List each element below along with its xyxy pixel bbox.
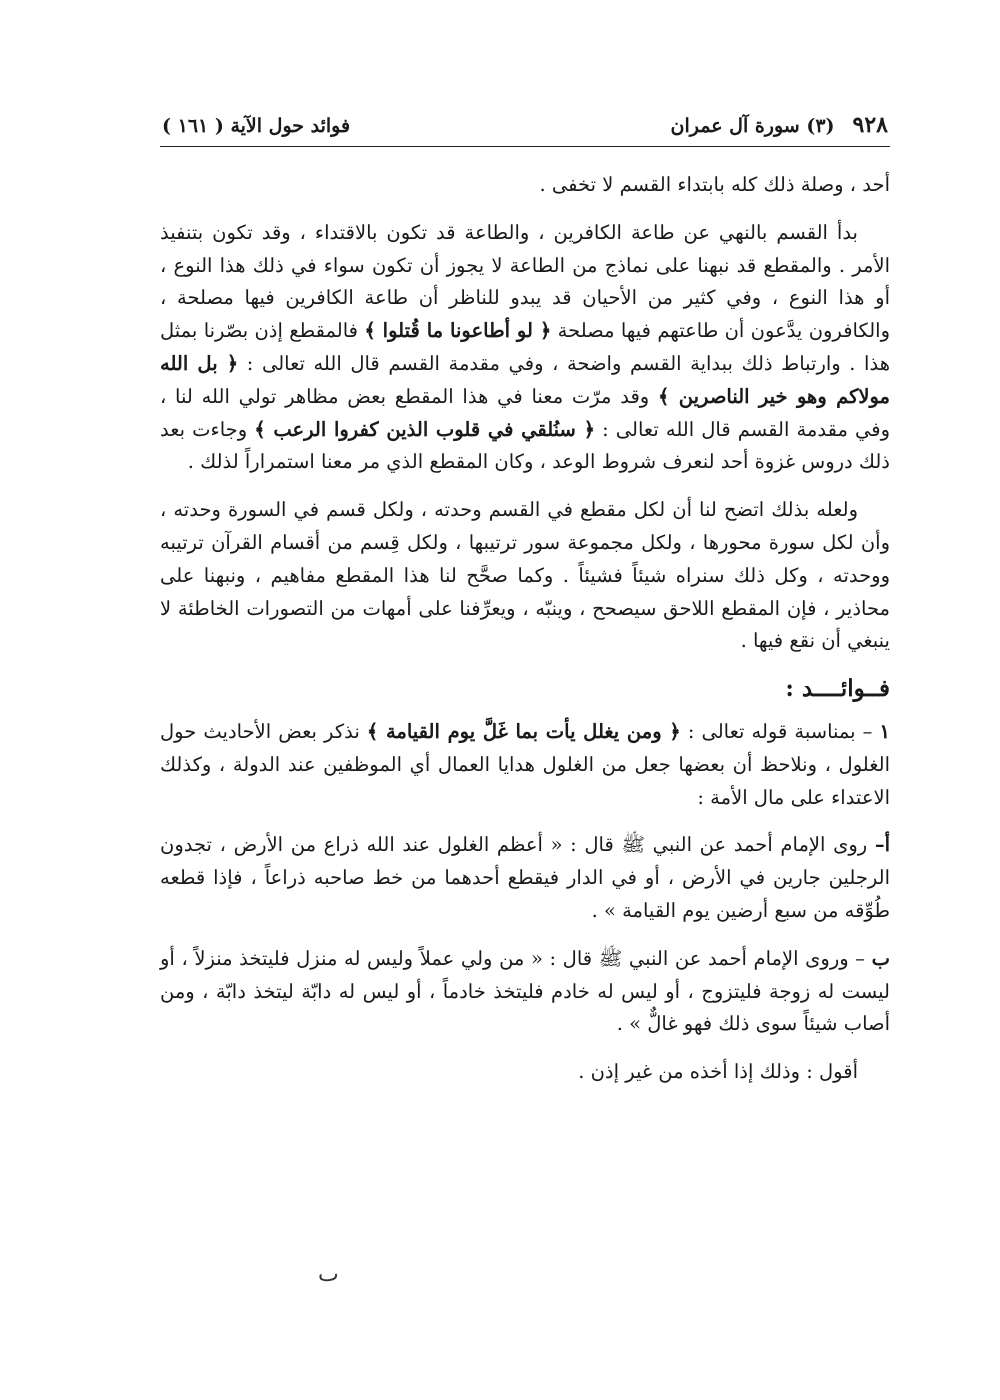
benefit-1-text-b: نذكر بعض الأحاديث حول الغلول ، ونلاحظ أن بعضها جعل من الغلول هدايا العمال أي الموظفين عند الدولة ، وكذلك الاعتداء على مال الأمة : — [160, 719, 890, 809]
benefit-number: ١ — [879, 719, 891, 743]
closing-remark: أقول : وذلك إذا أخذه من غير إذن . — [578, 1060, 858, 1084]
quran-quote-4: ﴿ ومن يغلل يأت بما غَلَّ يوم القيامة ﴾ — [366, 719, 681, 743]
surah-title: (٣) سورة آل عمران — [670, 115, 835, 137]
paragraph-2-text-a: بدأ القسم بالنهي عن طاعة الكافرين ، والطاعة قد تكون بالاقتداء ، وقد تكون بتنفيذ الأمر . والمقطع قد نبهنا على نماذج من الطاعة لا يجوز أن تكون سواء في ذلك هذا النوع ، أو هذا النوع ، وفي كثير من الأحيان قد يبدو للناظر أن طاعة الكافرين فيها مصلحة ، والكافرون يدَّعون أن طاعتهم فيها مصلحة — [160, 220, 891, 343]
paragraph-1: أحد ، وصلة ذلك كله بابتداء القسم لا تخفى . — [539, 173, 890, 196]
hadith-b-text: – وروى الإمام أحمد عن النبي ﷺ قال : « من ولي عملاً وليس له منزل فليتخذ منزلاً ، أو ليست له زوجة فليتزوج ، أو ليس له خادم فليتخذ خادماً ، أو ليس له دابّة ليتخذ دابّة ، ومن أصاب شيئاً سوى ذلك فهو غالٌّ » . — [160, 946, 890, 1036]
stray-print-mark: ٮ — [318, 1262, 339, 1287]
paragraph-2-text-d: وجاءت بعد ذلك دروس غزوة أحد لنعرف شروط الوعد ، وكان المقطع الذي مر معنا استمراراً لذلك . — [160, 417, 890, 474]
section-title: فوائد حول الآية ( ١٦١ ) — [162, 115, 351, 137]
hadith-a-label: أ– — [874, 833, 890, 857]
benefits-heading: فــوائــــد : — [785, 675, 890, 703]
page-number: ٩٢٨ — [852, 112, 888, 138]
hadith-a — [160, 829, 890, 927]
quran-quote-3: ﴿ سنُلقي في قلوب الذين كفروا الرعب ﴾ — [254, 417, 596, 441]
hadith-b — [160, 943, 890, 1041]
quran-quote-1: ﴿ لو أطاعونا ما قُتلوا ﴾ — [364, 319, 552, 343]
paragraph-2 — [160, 217, 890, 479]
header-right — [671, 112, 889, 138]
paragraph-2-text-c: وقد مرّت معنا في هذا المقطع بعض مظاهر تولي الله لنا ، وفي مقدمة القسم قال الله تعالى : — [160, 384, 891, 441]
benefit-1-text-a: – بمناسبة قوله تعالى : — [687, 719, 873, 743]
running-header — [160, 112, 890, 147]
page-body — [160, 169, 890, 1089]
hadith-b-label: ب — [871, 946, 890, 970]
hadith-a-text: روى الإمام أحمد عن النبي ﷺ قال : « أعظم الغلول عند الله ذراع من الأرض ، تجدون الرجلين جارين في الأرض ، أو في الدار فيقطع أحدهما من خط صاحبه ذراعاً ، فإذا قطعه طُوِّقه من سبع أرضين يوم القيامة » . — [160, 833, 890, 922]
paragraph-3: ولعله بذلك اتضح لنا أن لكل مقطع في القسم وحدته ، ولكل قسم في السورة وحدته ، وأن لكل سورة محورها ، ولكل مجموعة سور ترتيبها ، ولكل قِسم من أقسام القرآن ترتيبه ووحدته ، وكل ذلك سنراه شيئاً فشيئاً . وكما صحَّح لنا هذا المقطع مفاهيم ، ونبهنا على محاذير ، فإن المقطع اللاحق سيصحح ، وينبّه ، ويعرِّفنا على أمهات من التصورات الخاطئة لا ينبغي أن نقع فيها . — [160, 498, 890, 653]
paragraph-2-text-b: فالمقطع إذن بصّرنا بمثل هذا . وارتباط ذلك ببداية القسم واضحة ، وفي مقدمة القسم قال الله تعالى : — [160, 319, 890, 375]
quran-quote-2: ﴿ بل الله مولاكم وهو خير الناصرين ﴾ — [160, 351, 891, 408]
benefit-1 — [160, 716, 890, 814]
page — [160, 112, 890, 1104]
